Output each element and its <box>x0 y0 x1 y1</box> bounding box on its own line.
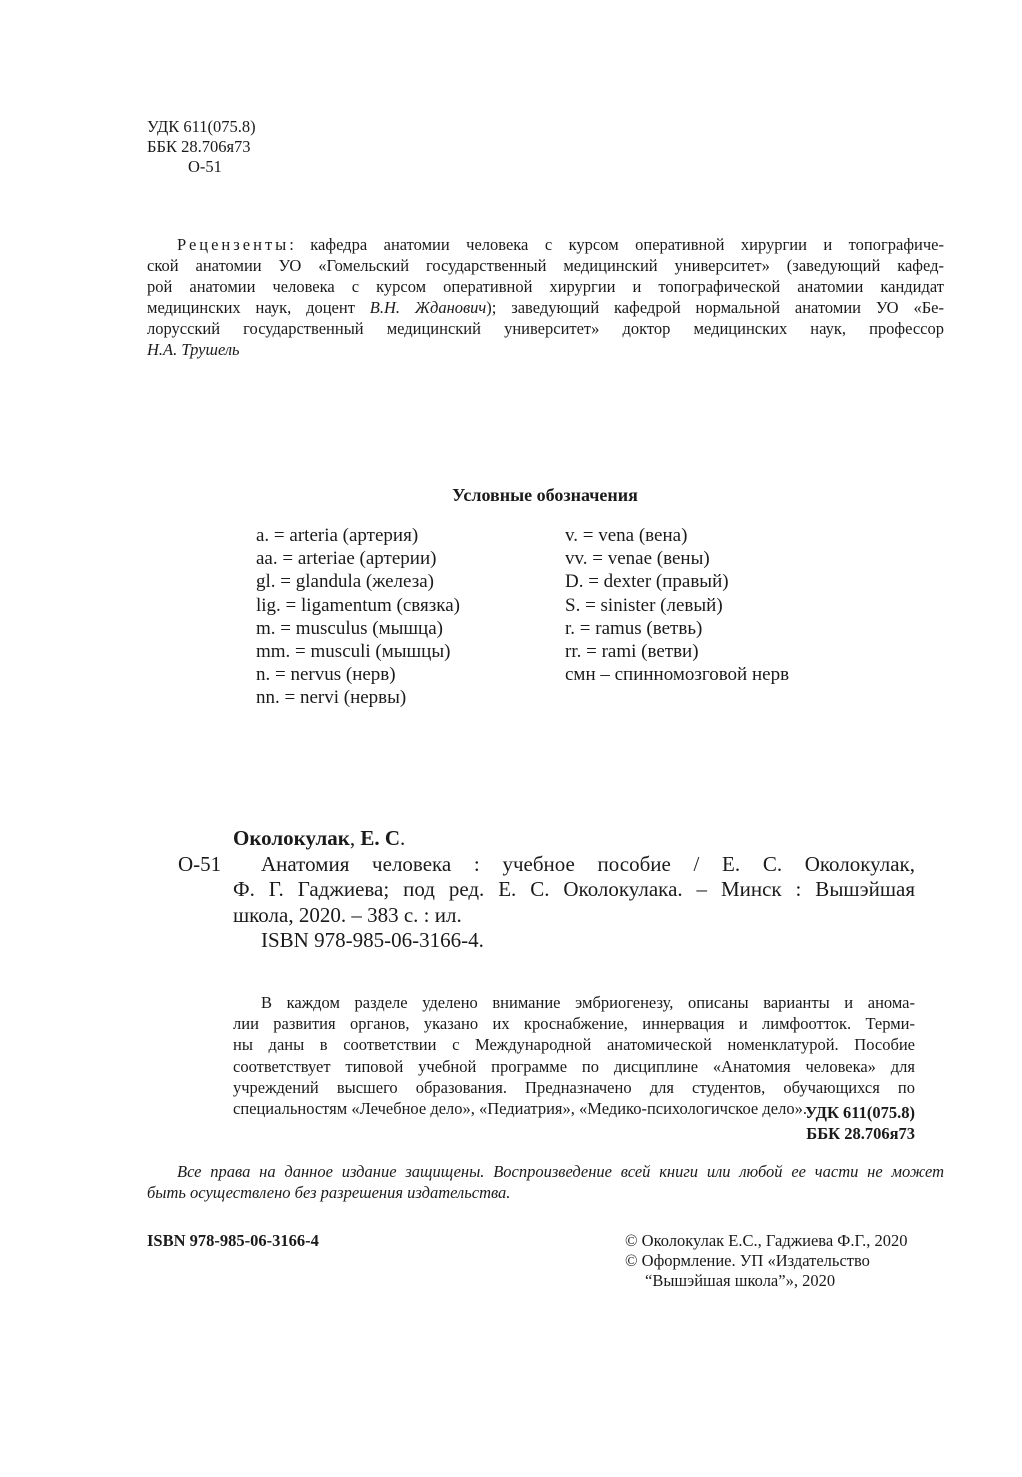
text-line: ны даны в соответствии с Международной анатомической номенклатурой. Пособие <box>233 1035 915 1055</box>
catalog-code: О-51 <box>178 851 222 876</box>
reviewers-label: Рецензенты <box>177 235 290 254</box>
udk-code: УДК 611(075.8) <box>805 1103 915 1122</box>
annotation-paragraph <box>233 992 915 1119</box>
udk-header <box>147 117 256 177</box>
abbreviations-right-column <box>565 524 789 686</box>
udk-footer <box>600 1102 915 1144</box>
isbn: ISBN 978-985-06-3166-4 <box>147 1231 319 1250</box>
text-line: рой анатомии человека с курсом оперативной хирургии и топографической анатомии кандидат <box>147 277 944 296</box>
copyright-line: © Околокулак Е.С., Гаджиева Ф.Г., 2020 <box>625 1231 908 1250</box>
bbk-code: ББК 28.706я73 <box>806 1124 915 1143</box>
catalog-card: Околокулак, Е. С. О-51 Анатомия человека : учебное пособие / Е. С. Околокулак, Ф. Г. Гаджиева; под ред. Е. С. Околокулака. – Минск : Вышэйшая школа, 2020. – 383 с. : ил. ISBN 978-985-06-3166-4. <box>178 826 915 952</box>
catalog-initials: Е. С <box>360 826 401 850</box>
catalog-author: Околокулак <box>233 826 350 850</box>
reviewer-name: В.Н. Жданович <box>369 298 487 317</box>
abbreviation-item: nn. = nervi (нервы) <box>256 687 407 709</box>
abbreviation-item: rr. = rami (ветви) <box>565 641 699 663</box>
bbk-code: ББК 28.706я73 <box>147 137 251 156</box>
abbreviation-item: vv. = venae (вены) <box>565 548 710 570</box>
abbreviations-title: Условные обозначения <box>452 485 638 505</box>
copyright-line: © Оформление. УП «Издательство <box>625 1251 870 1270</box>
text-line: Все права на данное издание защищены. Воспроизведение всей книги или любой ее части не может <box>177 1162 944 1181</box>
abbreviation-item: lig. = ligamentum (связка) <box>256 594 460 616</box>
rights-notice <box>147 1161 944 1203</box>
abbreviation-item: смн – спинномозговой нерв <box>565 664 790 686</box>
text-line: ); заведующий кафедрой нормальной анатомии УО «Бе- <box>486 298 944 317</box>
abbreviations-left-column <box>256 524 460 710</box>
text-line: специальностям «Лечебное дело», «Педиатрия», «Медико-психологичское дело». <box>233 1099 807 1119</box>
text-line: : кафедра анатомии человека с курсом оперативной хирургии и топографиче- <box>289 235 944 254</box>
abbreviation-item: m. = musculus (мышца) <box>256 617 443 639</box>
catalog-line: Анатомия человека : учебное пособие / Е. С. Околокулак, <box>261 851 915 876</box>
abbreviation-item: r. = ramus (ветвь) <box>565 617 703 639</box>
catalog-line: Ф. Г. Гаджиева; под ред. Е. С. Околокулака. – Минск : Вышэйшая <box>233 877 915 901</box>
text-line: лии развития органов, указано их кроснабжение, иннервация и лимфоотток. Терми- <box>233 1014 915 1034</box>
abbreviation-item: D. = dexter (правый) <box>565 571 729 593</box>
copyright <box>625 1231 908 1291</box>
abbreviation-item: gl. = glandula (железа) <box>256 571 434 593</box>
abbreviation-item: S. = sinister (левый) <box>565 594 723 616</box>
reviewers-paragraph <box>147 234 944 360</box>
catalog-line: школа, 2020. – 383 с. : ил. <box>233 902 462 927</box>
abbreviation-item: v. = vena (вена) <box>565 525 688 546</box>
text-line: медицинских наук, доцент <box>147 298 370 317</box>
text-line: быть осуществлено без разрешения издательства. <box>147 1183 511 1202</box>
abbreviation-item: n. = nervus (нерв) <box>256 664 396 686</box>
author-mark: О-51 <box>188 157 222 176</box>
abbreviation-item: a. = arteria (артерия) <box>256 525 419 546</box>
udk-code: УДК 611(075.8) <box>147 117 256 136</box>
abbreviation-item: mm. = musculi (мышцы) <box>256 641 451 663</box>
abbreviation-item: aa. = arteriae (артерии) <box>256 548 437 570</box>
copyright-line: “Вышэйшая школа”», 2020 <box>645 1271 836 1290</box>
text-line: соответствует типовой учебной программе по дисциплине «Анатомия человека» для <box>233 1056 915 1076</box>
text-line: учреждений высшего образования. Предназначено для студентов, обучающихся по <box>233 1077 915 1097</box>
catalog-isbn: ISBN 978-985-06-3166-4. <box>261 928 484 952</box>
text-line: ской анатомии УО «Гомельский государственный медицинский университет» (заведующий кафед- <box>147 256 944 275</box>
text-line: В каждом разделе уделено внимание эмбриогенезу, описаны варианты и анома- <box>261 993 915 1012</box>
text-line: лорусский государственный медицинский университет» доктор медицинских наук, профессор <box>147 319 944 338</box>
reviewer-name: Н.А. Трушель <box>147 340 240 359</box>
